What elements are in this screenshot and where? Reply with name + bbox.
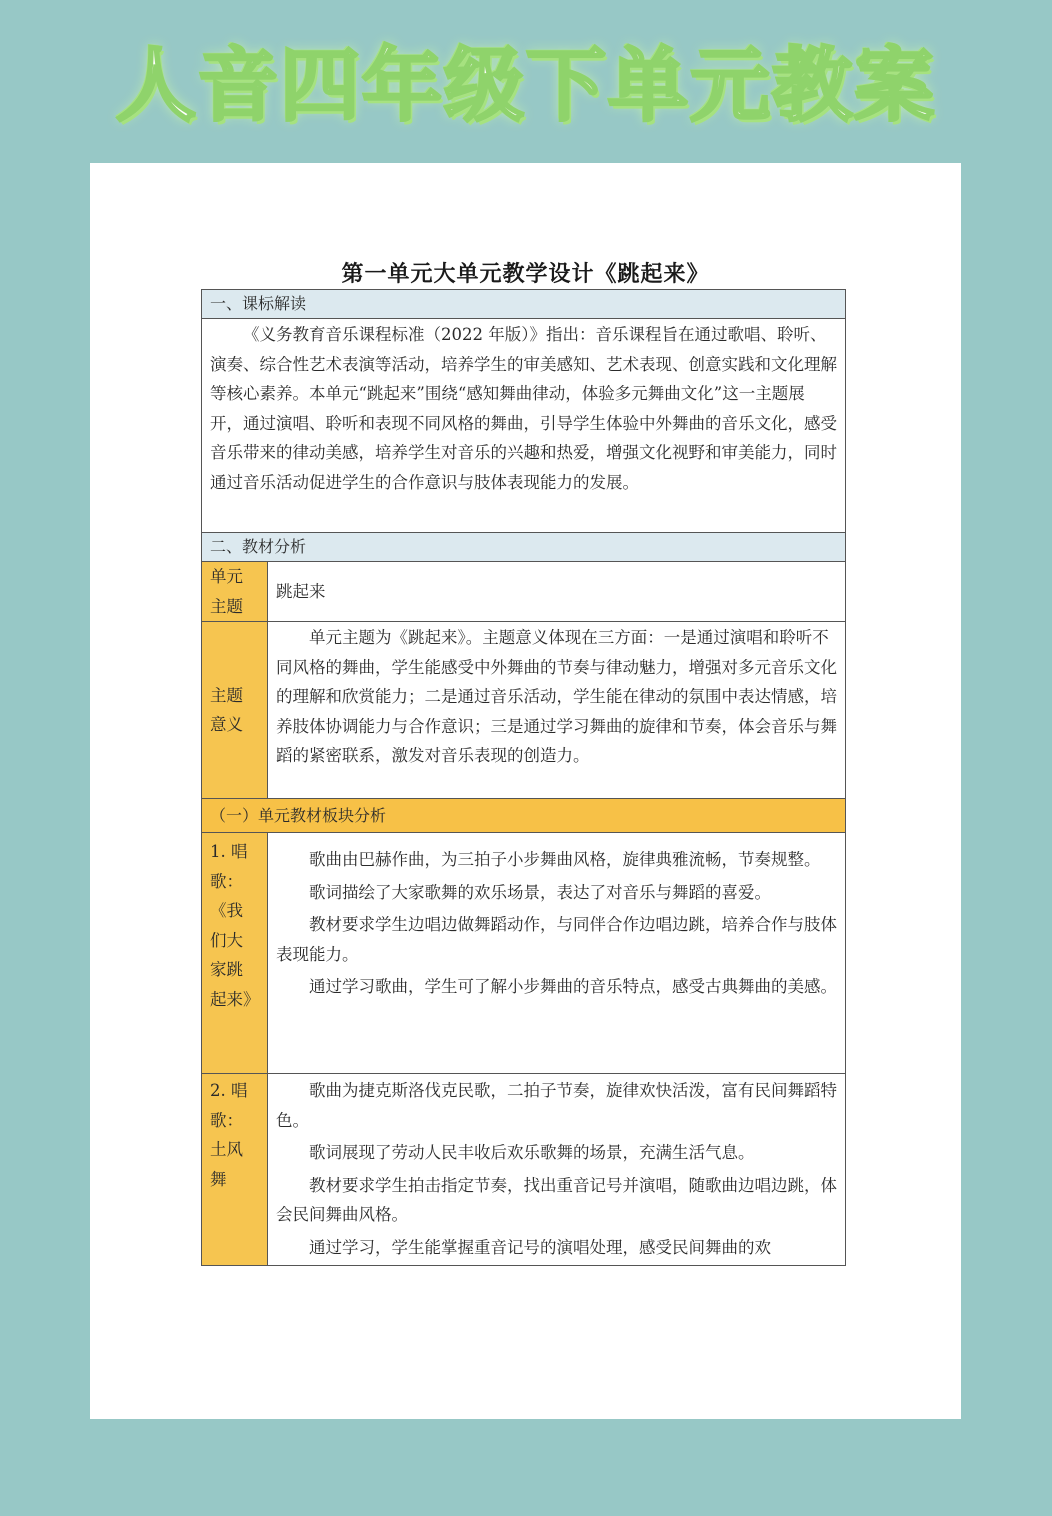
material-item-paragraph: 歌曲由巴赫作曲，为三拍子小步舞曲风格，旋律典雅流畅，节奏规整。 — [309, 850, 821, 869]
subsection-heading: （一）单元教材板块分析 — [202, 799, 846, 833]
section-header-materials — [202, 533, 846, 562]
section1-heading: 一、课标解读 — [202, 290, 846, 319]
document-title: 第一单元大单元教学设计《跳起来》 — [341, 261, 710, 287]
material-item-paragraph: 教材要求学生拍击指定节奏，找出重音记号并演唱，随歌曲边唱边跳，体会民间舞曲风格。 — [276, 1175, 837, 1224]
lesson-plan-table — [201, 289, 846, 1266]
material-item-paragraph: 通过学习，学生能掌握重音记号的演唱处理，感受民间舞曲的欢 — [309, 1237, 771, 1257]
document-page — [90, 163, 961, 1419]
meaning-text: 单元主题为《跳起来》。主题意义体现在三方面：一是通过演唱和聆听不同风格的舞曲，学生能感受中外舞曲的节奏与律动魅力，增强对多元音乐文化的理解和欣赏能力；二是通过音乐活动，学生能在律动的氛围中表达情感，培养肢体协调能力与合作意识；三是通过学习舞曲的旋律和节奏，体会音乐与舞蹈的紧密联系，激发对音乐表现的创造力。 — [276, 628, 837, 765]
material-item-paragraph: 歌曲为捷克斯洛伐克民歌，二拍子节奏，旋律欢快活泼，富有民间舞蹈特色。 — [276, 1081, 837, 1130]
material-item-paragraph: 歌词展现了劳动人民丰收后欢乐歌舞的场景，充满生活气息。 — [309, 1143, 755, 1162]
material-item-row — [202, 1074, 846, 1266]
section2-heading: 二、教材分析 — [202, 533, 846, 562]
material-item-row — [202, 833, 846, 1074]
material-item-paragraph: 教材要求学生边唱边做舞蹈动作，与同伴合作边唱边跳，培养合作与肢体表现能力。 — [276, 915, 837, 964]
material-item-paragraph: 歌词描绘了大家歌舞的欢乐场景，表达了对音乐与舞蹈的喜爱。 — [309, 882, 771, 902]
material-item-label: 1. 唱歌：《我们大家跳起来》 — [202, 833, 268, 1074]
section-header-standards — [202, 290, 846, 319]
meaning-label: 主题意义 — [202, 622, 268, 799]
theme-row — [202, 562, 846, 622]
subsection-header — [202, 799, 846, 833]
standards-row — [202, 319, 846, 533]
material-item-paragraph: 通过学习歌曲，学生可了解小步舞曲的音乐特点，感受古典舞曲的美感。 — [309, 977, 837, 996]
theme-value: 跳起来 — [268, 562, 846, 622]
theme-label: 单元主题 — [202, 562, 268, 622]
banner-title: 人音四年级下单元教案 — [116, 39, 936, 132]
material-item-label: 2. 唱歌：土风舞 — [202, 1074, 268, 1266]
standards-text: 《义务教育音乐课程标准（2022 年版）》指出：音乐课程旨在通过歌唱、聆听、演奏、综合性艺术表演等活动，培养学生的审美感知、艺术表现、创意实践和文化理解等核心素养。本单元“跳起来”围绕“感知舞曲律动，体验多元舞曲文化”这一主题展开，通过演唱、聆听和表现不同风格的舞曲，引导学生体验中外舞曲的音乐文化，感受音乐带来的律动美感，培养学生对音乐的兴趣和热爱，增强文化视野和审美能力，同时通过音乐活动促进学生的合作意识与肢体表现能力的发展。 — [210, 325, 837, 492]
meaning-row — [202, 622, 846, 799]
